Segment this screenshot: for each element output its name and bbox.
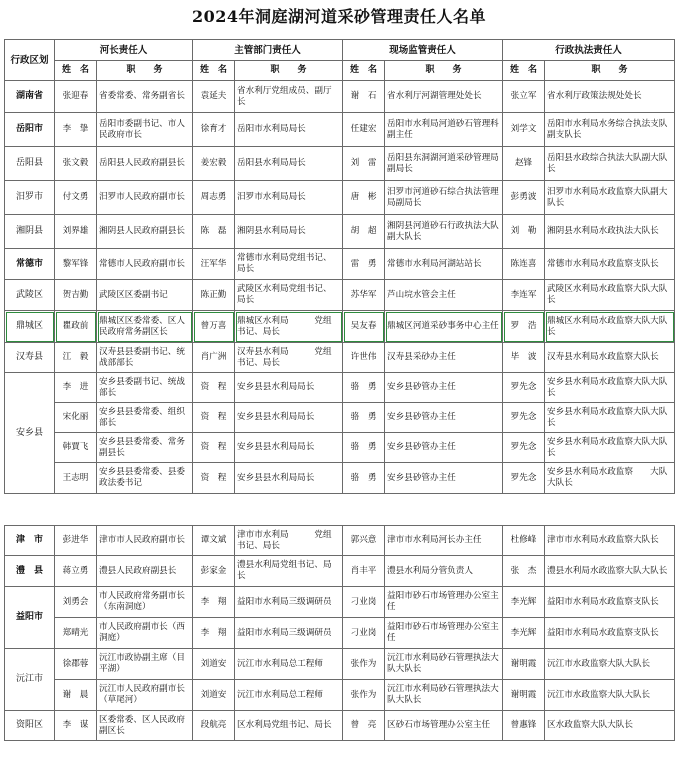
region-cell: 岳阳市 bbox=[5, 113, 55, 147]
region-cell: 津 市 bbox=[5, 526, 55, 556]
person-name: 姜宏毅 bbox=[193, 147, 235, 181]
region-cell: 鼎城区 bbox=[5, 311, 55, 343]
person-duty: 沅江市水政监察大队大队长 bbox=[545, 649, 675, 680]
header-name: 姓 名 bbox=[503, 61, 545, 81]
person-name: 陈连喜 bbox=[503, 249, 545, 280]
person-name: 雷 勇 bbox=[343, 249, 385, 280]
table-row bbox=[5, 181, 675, 215]
header-duty: 职 务 bbox=[385, 61, 503, 81]
person-duty: 岳阳县东洞湖河道采砂管理局副局长 bbox=[385, 147, 503, 181]
person-name: 资 程 bbox=[193, 403, 235, 433]
header-site-supervisor: 现场监管责任人 bbox=[343, 40, 503, 61]
person-duty: 岳阳市水利局河道砂石管理科副主任 bbox=[385, 113, 503, 147]
table-row bbox=[5, 463, 675, 494]
table-row bbox=[5, 680, 675, 711]
region-cell: 汉寿县 bbox=[5, 343, 55, 373]
person-duty: 汉寿县采砂办主任 bbox=[385, 343, 503, 373]
person-duty: 安乡县委副书记、统战部长 bbox=[97, 373, 193, 403]
person-name: 李 谋 bbox=[55, 711, 97, 741]
table-row bbox=[5, 280, 675, 311]
person-name: 袁延夫 bbox=[193, 81, 235, 113]
person-duty: 沅江市水利局砂石管理执法大队大队长 bbox=[385, 680, 503, 711]
person-duty: 汉寿县县委副书记、统战部部长 bbox=[97, 343, 193, 373]
person-duty: 常德市人民政府副市长 bbox=[97, 249, 193, 280]
table-row bbox=[5, 113, 675, 147]
person-duty: 武陵区水利局水政监察大队大队长 bbox=[545, 280, 675, 311]
person-duty: 湘阴县河道砂石行政执法大队副大队长 bbox=[385, 215, 503, 249]
person-duty: 安乡县县委常委、组织部长 bbox=[97, 403, 193, 433]
person-duty: 汨罗市水利局水政监察大队副大队长 bbox=[545, 181, 675, 215]
region-cell: 沅江市 bbox=[5, 649, 55, 711]
table-row bbox=[5, 618, 675, 649]
table-row bbox=[5, 433, 675, 463]
region-cell: 益阳市 bbox=[5, 587, 55, 649]
person-name: 谭文斌 bbox=[193, 526, 235, 556]
person-duty: 澧县人民政府副县长 bbox=[97, 556, 193, 587]
person-duty: 汉寿县水利局 党组书记、局长 bbox=[235, 343, 343, 373]
person-duty: 安乡县县委常委、常务副县长 bbox=[97, 433, 193, 463]
region-cell: 安乡县 bbox=[5, 373, 55, 494]
person-duty: 沅江市人民政府副市长（草尾河） bbox=[97, 680, 193, 711]
person-duty: 岳阳市水利局水务综合执法支队副支队长 bbox=[545, 113, 675, 147]
person-duty: 省委常委、常务副省长 bbox=[97, 81, 193, 113]
region-cell: 汨罗市 bbox=[5, 181, 55, 215]
header-duty: 职 务 bbox=[97, 61, 193, 81]
person-name: 骆 勇 bbox=[343, 373, 385, 403]
person-duty: 益阳市水利局水政监察支队长 bbox=[545, 618, 675, 649]
person-name: 罗先念 bbox=[503, 463, 545, 494]
header-name: 姓 名 bbox=[343, 61, 385, 81]
table-row bbox=[5, 343, 675, 373]
person-name: 刘道安 bbox=[193, 649, 235, 680]
person-name: 罗 浩 bbox=[503, 311, 545, 343]
region-cell: 常德市 bbox=[5, 249, 55, 280]
table-row bbox=[5, 403, 675, 433]
header-region: 行政区划 bbox=[5, 40, 55, 81]
person-name: 蒋立勇 bbox=[55, 556, 97, 587]
person-duty: 澧县水利局党组书记、局长 bbox=[235, 556, 343, 587]
region-cell: 武陵区 bbox=[5, 280, 55, 311]
person-duty: 安乡县水利局水政监察 大队大队长 bbox=[545, 463, 675, 494]
person-duty: 沅江市政协副主席（目平湖） bbox=[97, 649, 193, 680]
person-duty: 益阳市水利局三级调研员 bbox=[235, 618, 343, 649]
region-cell: 湖南省 bbox=[5, 81, 55, 113]
person-duty: 安乡县水利局水政监察大队大队长 bbox=[545, 403, 675, 433]
person-duty: 武陵区水利局党组书记、局长 bbox=[235, 280, 343, 311]
person-duty: 澧县水利局分管负责人 bbox=[385, 556, 503, 587]
person-duty: 汨罗市河道砂石综合执法管理局副局长 bbox=[385, 181, 503, 215]
person-duty: 益阳市水利局三级调研员 bbox=[235, 587, 343, 618]
person-duty: 区水政监察大队大队长 bbox=[545, 711, 675, 741]
person-duty: 岳阳县水政综合执法大队副大队长 bbox=[545, 147, 675, 181]
person-duty: 湘阴县人民政府副县长 bbox=[97, 215, 193, 249]
person-duty: 安乡县砂管办主任 bbox=[385, 373, 503, 403]
person-name: 李 进 bbox=[55, 373, 97, 403]
person-name: 徐郡蓉 bbox=[55, 649, 97, 680]
person-duty: 安乡县县水利局局长 bbox=[235, 403, 343, 433]
table-row bbox=[5, 587, 675, 618]
person-duty: 市人民政府常务副市长（东南洞庭） bbox=[97, 587, 193, 618]
person-name: 骆 勇 bbox=[343, 463, 385, 494]
person-name: 曾 亮 bbox=[343, 711, 385, 741]
person-duty: 沅江市水利局总工程师 bbox=[235, 680, 343, 711]
person-name: 曾万喜 bbox=[193, 311, 235, 343]
person-name: 罗先念 bbox=[503, 433, 545, 463]
table-row bbox=[5, 373, 675, 403]
document-title: 2024年洞庭湖河道采砂管理责任人名单 bbox=[191, 7, 487, 26]
responsibility-table-part1 bbox=[4, 39, 675, 494]
header-river-chief: 河长责任人 bbox=[55, 40, 193, 61]
person-name: 彭进华 bbox=[55, 526, 97, 556]
person-name: 刘 雷 bbox=[343, 147, 385, 181]
person-duty: 汉寿县水利局水政监察大队长 bbox=[545, 343, 675, 373]
person-duty: 鼎城区水利局水政监察大队大队长 bbox=[545, 311, 675, 343]
person-name: 资 程 bbox=[193, 433, 235, 463]
table-row bbox=[5, 215, 675, 249]
person-name: 骆 勇 bbox=[343, 433, 385, 463]
person-duty: 湘阴县水利局水政执法大队长 bbox=[545, 215, 675, 249]
person-duty: 常德市水利局党组书记、局长 bbox=[235, 249, 343, 280]
table-row bbox=[5, 649, 675, 680]
table-row bbox=[5, 556, 675, 587]
person-duty: 安乡县水利局水政监察大队大队长 bbox=[545, 373, 675, 403]
person-name: 汪军华 bbox=[193, 249, 235, 280]
person-name: 段航亮 bbox=[193, 711, 235, 741]
table-row bbox=[5, 311, 675, 343]
person-name: 唐 彬 bbox=[343, 181, 385, 215]
table-row bbox=[5, 81, 675, 113]
person-name: 郑晴光 bbox=[55, 618, 97, 649]
person-name: 贺吉勤 bbox=[55, 280, 97, 311]
person-name: 瞿政前 bbox=[55, 311, 97, 343]
person-duty: 区水利局党组书记、局长 bbox=[235, 711, 343, 741]
person-name: 付文勇 bbox=[55, 181, 97, 215]
table-row bbox=[5, 147, 675, 181]
person-duty: 湘阴县水利局局长 bbox=[235, 215, 343, 249]
person-duty: 鼎城区河道采砂事务中心主任 bbox=[385, 311, 503, 343]
person-name: 赵锋 bbox=[503, 147, 545, 181]
person-name: 李光辉 bbox=[503, 587, 545, 618]
person-name: 任建宏 bbox=[343, 113, 385, 147]
person-name: 张迎春 bbox=[55, 81, 97, 113]
person-duty: 区委常委、区人民政府副区长 bbox=[97, 711, 193, 741]
person-name: 资 程 bbox=[193, 373, 235, 403]
person-name: 刘界雄 bbox=[55, 215, 97, 249]
person-name: 彭家金 bbox=[193, 556, 235, 587]
person-name: 杜修峰 bbox=[503, 526, 545, 556]
person-name: 苏华军 bbox=[343, 280, 385, 311]
header-sub-row bbox=[5, 61, 675, 81]
person-duty: 汨罗市水利局局长 bbox=[235, 181, 343, 215]
person-duty: 安乡县砂管办主任 bbox=[385, 403, 503, 433]
person-name: 毕 波 bbox=[503, 343, 545, 373]
person-duty: 津市市水利局河长办主任 bbox=[385, 526, 503, 556]
person-name: 资 程 bbox=[193, 463, 235, 494]
person-duty: 津市市水利局水政监察大队长 bbox=[545, 526, 675, 556]
person-name: 肖广洲 bbox=[193, 343, 235, 373]
person-duty: 芦山垸水管会主任 bbox=[385, 280, 503, 311]
person-name: 李光辉 bbox=[503, 618, 545, 649]
person-duty: 安乡县县水利局局长 bbox=[235, 463, 343, 494]
person-name: 陈正勤 bbox=[193, 280, 235, 311]
table-row bbox=[5, 711, 675, 741]
region-cell: 资阳区 bbox=[5, 711, 55, 741]
person-name: 李连军 bbox=[503, 280, 545, 311]
person-duty: 澧县水利局水政监察大队大队长 bbox=[545, 556, 675, 587]
person-duty: 津市市水利局 党组书记、局长 bbox=[235, 526, 343, 556]
person-name: 张作为 bbox=[343, 649, 385, 680]
person-name: 刘道安 bbox=[193, 680, 235, 711]
table-row bbox=[5, 526, 675, 556]
person-name: 宋化丽 bbox=[55, 403, 97, 433]
header-duty: 职 务 bbox=[545, 61, 675, 81]
person-duty: 常德市水利局河湖站站长 bbox=[385, 249, 503, 280]
person-name: 徐育才 bbox=[193, 113, 235, 147]
person-name: 谢 晨 bbox=[55, 680, 97, 711]
person-duty: 岳阳市委副书记、市人民政府市长 bbox=[97, 113, 193, 147]
person-duty: 益阳市水利局水政监察支队长 bbox=[545, 587, 675, 618]
person-duty: 鼎城区区委常委、区人民政府常务副区长 bbox=[97, 311, 193, 343]
person-name: 谢明霞 bbox=[503, 649, 545, 680]
person-name: 李 挚 bbox=[55, 113, 97, 147]
person-duty: 岳阳市水利局局长 bbox=[235, 113, 343, 147]
person-duty: 鼎城区水利局 党组书记、局长 bbox=[235, 311, 343, 343]
person-duty: 武陵区区委副书记 bbox=[97, 280, 193, 311]
responsibility-table-part2 bbox=[4, 525, 675, 741]
person-duty: 安乡县水利局水政监察大队大队长 bbox=[545, 433, 675, 463]
table-row bbox=[5, 249, 675, 280]
header-name: 姓 名 bbox=[193, 61, 235, 81]
person-name: 陈 磊 bbox=[193, 215, 235, 249]
person-name: 罗先念 bbox=[503, 373, 545, 403]
person-duty: 沅江市水政监察大队大队长 bbox=[545, 680, 675, 711]
header-name: 姓 名 bbox=[55, 61, 97, 81]
person-name: 刘学文 bbox=[503, 113, 545, 147]
person-name: 江 毅 bbox=[55, 343, 97, 373]
person-duty: 省水利厅河湖管理处处长 bbox=[385, 81, 503, 113]
region-cell: 澧 县 bbox=[5, 556, 55, 587]
person-name: 张 杰 bbox=[503, 556, 545, 587]
person-name: 刁业岗 bbox=[343, 587, 385, 618]
person-name: 胡 超 bbox=[343, 215, 385, 249]
person-duty: 市人民政府副市长（西洞庭） bbox=[97, 618, 193, 649]
person-name: 刘勇会 bbox=[55, 587, 97, 618]
person-duty: 常德市水利局水政监察支队长 bbox=[545, 249, 675, 280]
person-name: 李 翔 bbox=[193, 587, 235, 618]
person-duty: 安乡县县水利局局长 bbox=[235, 433, 343, 463]
person-name: 韩賈飞 bbox=[55, 433, 97, 463]
region-cell: 湘阴县 bbox=[5, 215, 55, 249]
person-name: 谢明霞 bbox=[503, 680, 545, 711]
person-duty: 岳阳县人民政府副县长 bbox=[97, 147, 193, 181]
person-name: 张作为 bbox=[343, 680, 385, 711]
person-name: 郭兴意 bbox=[343, 526, 385, 556]
header-duty: 职 务 bbox=[235, 61, 343, 81]
person-duty: 岳阳县水利局局长 bbox=[235, 147, 343, 181]
person-duty: 汨罗市人民政府副市长 bbox=[97, 181, 193, 215]
person-duty: 安乡县县水利局局长 bbox=[235, 373, 343, 403]
person-name: 黎军锋 bbox=[55, 249, 97, 280]
person-duty: 安乡县砂管办主任 bbox=[385, 433, 503, 463]
person-name: 张立军 bbox=[503, 81, 545, 113]
header-dept-chief: 主管部门责任人 bbox=[193, 40, 343, 61]
person-duty: 益阳市砂石市场管理办公室主任 bbox=[385, 587, 503, 618]
region-cell: 岳阳县 bbox=[5, 147, 55, 181]
person-duty: 沅江市水利局砂石管理执法大队大队长 bbox=[385, 649, 503, 680]
person-name: 李 翔 bbox=[193, 618, 235, 649]
person-duty: 安乡县县委常委、县委政法委书记 bbox=[97, 463, 193, 494]
person-duty: 省水利厅政策法规处处长 bbox=[545, 81, 675, 113]
person-duty: 区砂石市场管理办公室主任 bbox=[385, 711, 503, 741]
person-duty: 省水利厅党组成员、副厅长 bbox=[235, 81, 343, 113]
person-name: 谢 石 bbox=[343, 81, 385, 113]
person-duty: 津市市人民政府副市长 bbox=[97, 526, 193, 556]
person-name: 彭勇波 bbox=[503, 181, 545, 215]
person-name: 刘 勒 bbox=[503, 215, 545, 249]
person-duty: 安乡县砂管办主任 bbox=[385, 463, 503, 494]
person-duty: 益阳市砂石市场管理办公室主任 bbox=[385, 618, 503, 649]
person-name: 曾惠锋 bbox=[503, 711, 545, 741]
person-name: 张文毅 bbox=[55, 147, 97, 181]
person-duty: 沅江市水利局总工程师 bbox=[235, 649, 343, 680]
header-law-enforcement: 行政执法责任人 bbox=[503, 40, 675, 61]
person-name: 罗先念 bbox=[503, 403, 545, 433]
header-group-row bbox=[5, 40, 675, 61]
person-name: 许世伟 bbox=[343, 343, 385, 373]
person-name: 吴友春 bbox=[343, 311, 385, 343]
person-name: 骆 勇 bbox=[343, 403, 385, 433]
person-name: 周志勇 bbox=[193, 181, 235, 215]
person-name: 王志明 bbox=[55, 463, 97, 494]
person-name: 刁业岗 bbox=[343, 618, 385, 649]
person-name: 肖丰平 bbox=[343, 556, 385, 587]
